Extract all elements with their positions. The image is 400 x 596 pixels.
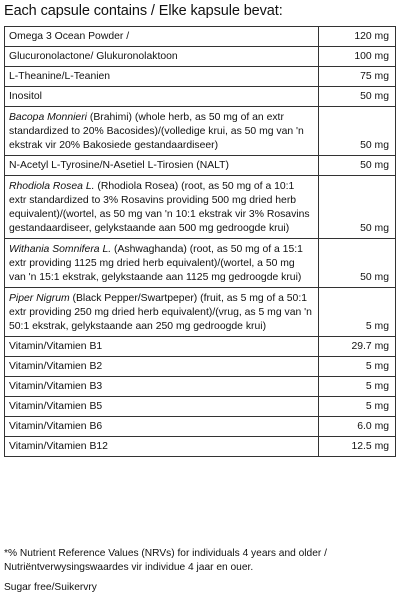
ingredient-description: Vitamin/Vitamien B1 [9,341,103,352]
ingredient-name [5,27,319,47]
ingredient-row [5,239,396,288]
ingredient-name [5,87,319,107]
ingredient-amount: 100 mg [319,47,396,67]
ingredient-latin-name: Withania Somnifera L. [9,244,112,255]
ingredient-name [5,288,319,337]
ingredient-amount: 5 mg [319,288,396,337]
ingredient-amount: 5 mg [319,377,396,397]
ingredient-description: Vitamin/Vitamien B3 [9,381,103,392]
ingredient-description: (Black Pepper/Swartpeper) (fruit, as 5 mg of a 50:1 extr providing 250 mg dried herb equivalent)/(vrug, as 5 mg van 'n 50:1 ekstrak, gelykstaande aan 250 mg gedroogde krui) [9,293,312,332]
ingredient-row [5,437,396,457]
ingredient-row [5,47,396,67]
ingredient-amount: 50 mg [319,239,396,288]
ingredient-description: Glucuronolactone/ Glukuronolaktoon [9,51,178,62]
ingredient-description: Vitamin/Vitamien B12 [9,441,108,452]
ingredient-amount: 50 mg [319,176,396,239]
ingredient-latin-name: Bacopa Monnieri [9,112,87,123]
ingredient-amount: 75 mg [319,67,396,87]
ingredient-row [5,417,396,437]
ingredient-name [5,437,319,457]
ingredient-name [5,67,319,87]
ingredient-row [5,107,396,156]
ingredient-row [5,397,396,417]
ingredient-amount: 120 mg [319,27,396,47]
ingredient-description: Inositol [9,91,42,102]
ingredient-amount: 29.7 mg [319,337,396,357]
ingredient-amount: 50 mg [319,87,396,107]
sugar-free-note: Sugar free/Suikervry [4,582,97,593]
ingredient-description: Vitamin/Vitamien B2 [9,361,103,372]
ingredient-amount: 6.0 mg [319,417,396,437]
ingredient-row [5,337,396,357]
ingredient-amount: 5 mg [319,397,396,417]
contents-heading: Each capsule contains / Elke kapsule bevat: [4,3,283,19]
ingredient-description: Vitamin/Vitamien B5 [9,401,103,412]
ingredient-row [5,288,396,337]
ingredient-name [5,47,319,67]
ingredient-row [5,67,396,87]
ingredient-latin-name: Piper Nigrum [9,293,70,304]
ingredients-table [4,26,396,457]
ingredient-name [5,239,319,288]
ingredient-name [5,337,319,357]
ingredient-name [5,397,319,417]
ingredient-row [5,156,396,176]
ingredient-latin-name: Rhodiola Rosea L. [9,181,95,192]
ingredient-amount: 5 mg [319,357,396,377]
ingredient-description: Vitamin/Vitamien B6 [9,421,103,432]
ingredient-amount: 12.5 mg [319,437,396,457]
ingredient-name [5,357,319,377]
nrv-footnote: *% Nutrient Reference Values (NRVs) for individuals 4 years and older / Nutriëntverwysingswaardes vir individue 4 jaar en ouer. [4,548,327,573]
ingredient-name [5,176,319,239]
ingredient-row [5,176,396,239]
ingredient-description: (Brahimi) (whole herb, as 50 mg of an extr standardized to 20% Bacosides)/(volledige krui, as 50 mg van 'n ekstrak vir 20% Bakosiede gestandaardiseer) [9,112,304,151]
ingredient-description: Omega 3 Ocean Powder / [9,31,130,42]
ingredient-row [5,27,396,47]
ingredient-row [5,357,396,377]
ingredient-name [5,417,319,437]
ingredient-amount: 50 mg [319,107,396,156]
ingredient-name [5,107,319,156]
ingredient-description: (Rhodiola Rosea) (root, as 50 mg of a 10:1 extr standardized to 3% Rosavins providing 500 mg dried herb equivalent)/(wortel, as 50 mg van 'n 10:1 ekstrak vir 3% Rosavins gestandaardiseer, gelykstaande aan 500 mg gedroogde krui) [9,181,310,234]
ingredient-row [5,87,396,107]
ingredient-name [5,156,319,176]
ingredient-description: (Ashwaghanda) (root, as 50 mg of a 15:1 extr providing 1125 mg dried herb equivalent)/(wortel, a 50 mg van 'n 15:1 ekstrak, gelykstaande aan 1125 mg gedroogde krui) [9,244,303,283]
ingredient-description: N-Acetyl L-Tyrosine/N-Asetiel L-Tirosien (NALT) [9,160,229,171]
ingredient-description: L-Theanine/L-Teanien [9,71,111,82]
ingredient-row [5,377,396,397]
ingredient-amount: 50 mg [319,156,396,176]
ingredient-name [5,377,319,397]
